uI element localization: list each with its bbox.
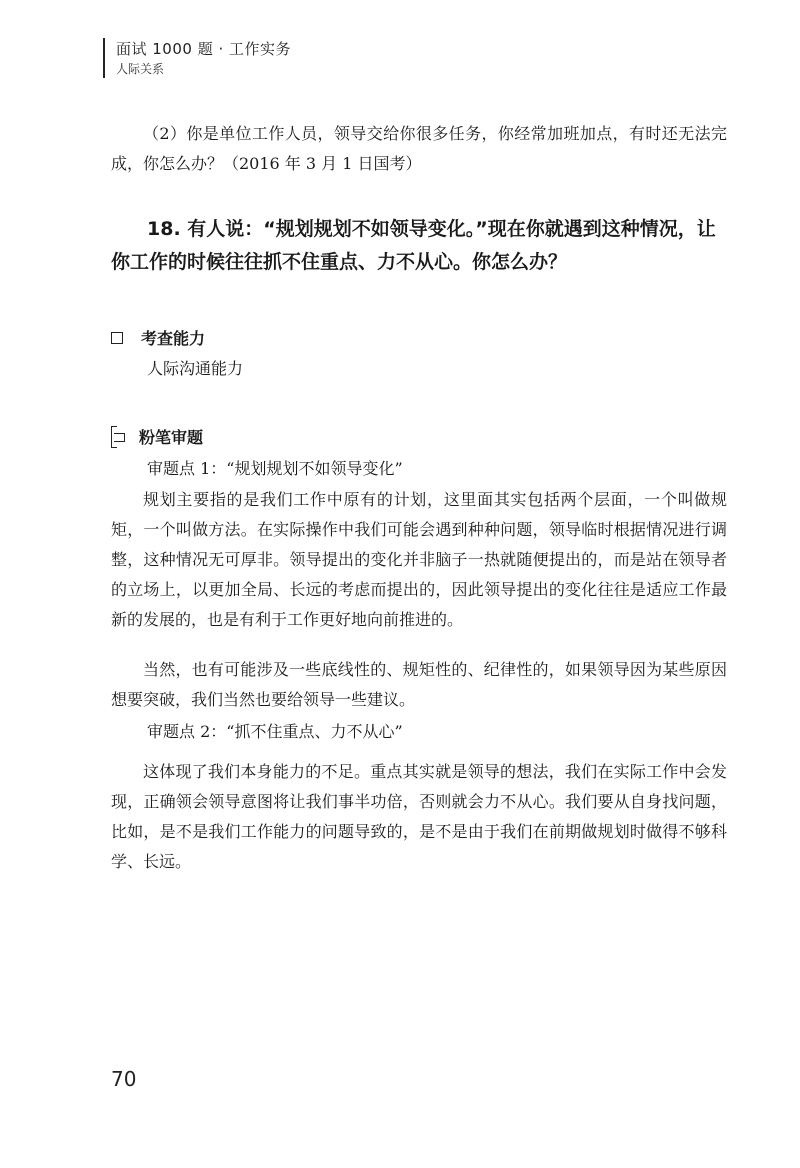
square-bullet-icon xyxy=(111,332,123,344)
ability-content: 人际沟通能力 xyxy=(147,359,244,378)
running-header-title: 面试 1000 题 · 工作实务 xyxy=(116,40,292,58)
analysis-point2-paragraph1: 这体现了我们本身能力的不足。重点其实就是领导的想法，我们在实际工作中会发现，正确领会领导意图将让我们事半功倍，否则就会力不从心。我们要从自身找问题，比如，是不是我们工作能力的问题导致的，是不是由于我们在前期做规划时做得不够科学、长远。 xyxy=(111,762,727,871)
analysis-heading xyxy=(111,425,203,448)
analysis-point2-label: 审题点 2：“抓不住重点、力不从心” xyxy=(147,722,403,741)
analysis-point1-paragraph2: 当然，也有可能涉及一些底线性的、规矩性的、纪律性的，如果领导因为某些原因想要突破，我们当然也要给领导一些建议。 xyxy=(111,660,727,709)
analysis-point1-paragraph1: 规划主要指的是我们工作中原有的计划，这里面其实包括两个层面，一个叫做规矩，一个叫做方法。在实际操作中我们可能会遇到种种问题，领导临时根据情况进行调整，这种情况无可厚非。领导提出的变化并非脑子一热就随便提出的，而是站在领导者的立场上，以更加全局、长远的考虑而提出的，因此领导提出的变化往往是适应工作最新的发展的，也是有利于工作更好地向前推进的。 xyxy=(111,490,727,629)
header-rule xyxy=(103,38,105,78)
prior-question-text: （2）你是单位工作人员，领导交给你很多任务，你经常加班加点，有时还无法完成，你怎么办？（2016 年 3 月 1 日国考） xyxy=(111,124,727,173)
page-number: 70 xyxy=(111,1067,137,1091)
chalk-bracket-icon xyxy=(111,426,127,448)
ability-heading-label: 考查能力 xyxy=(141,329,206,348)
question-title xyxy=(111,213,727,279)
running-header-subtitle: 人际关系 xyxy=(116,62,165,76)
question-text: 有人说：“规划规划不如领导变化。”现在你就遇到这种情况，让你工作的时候往往抓不住重点、力不从心。你怎么办？ xyxy=(111,218,716,273)
ability-heading xyxy=(111,326,205,349)
analysis-heading-label: 粉笔审题 xyxy=(139,428,204,447)
analysis-point1-label: 审题点 1：“规划规划不如领导变化” xyxy=(147,459,403,478)
question-number: 18. xyxy=(147,218,181,240)
